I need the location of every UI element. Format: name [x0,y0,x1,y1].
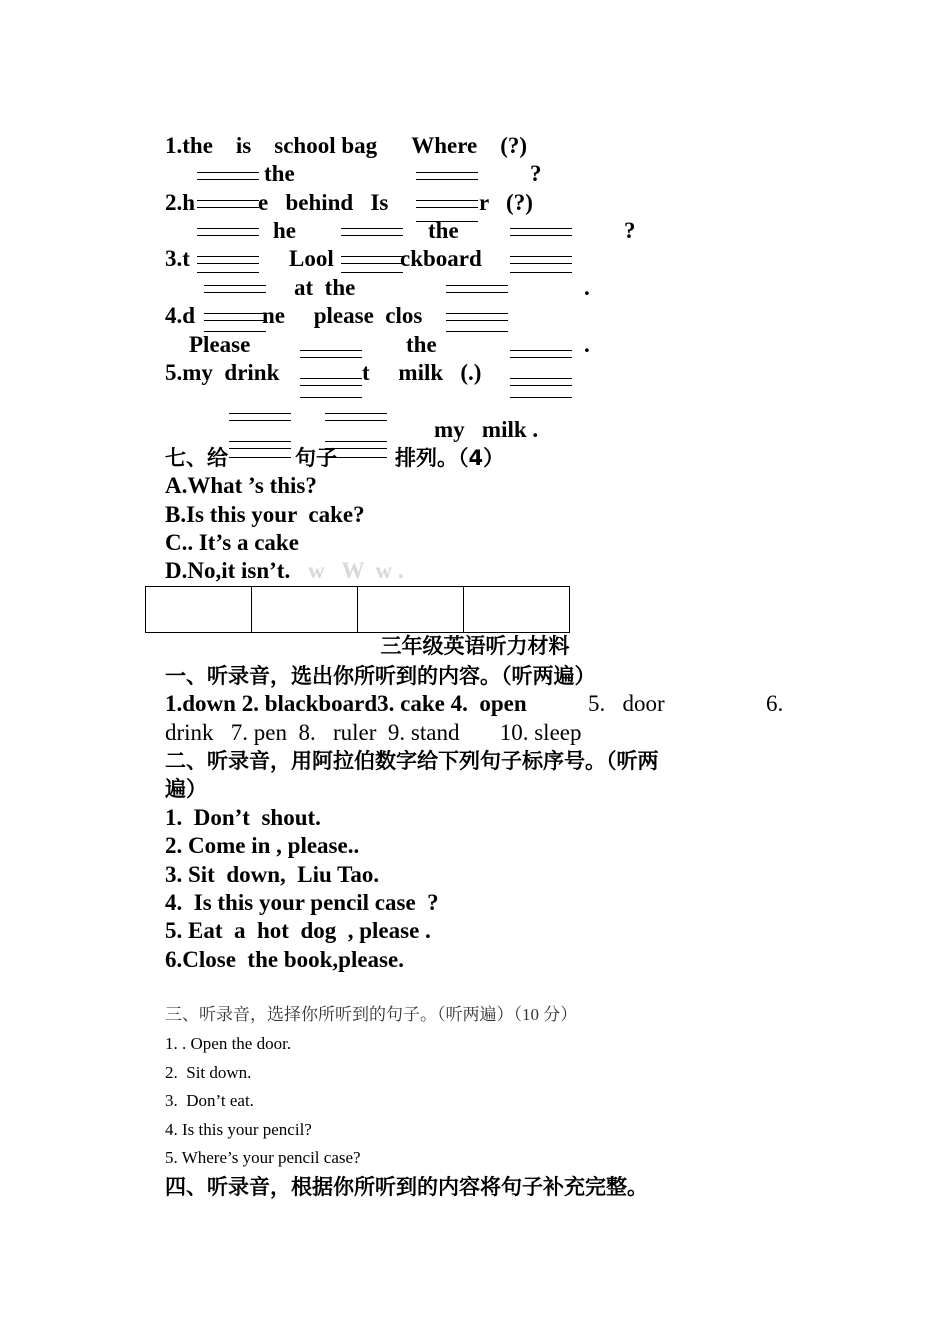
blank-line [446,331,508,332]
blank-line [300,350,362,358]
q5-words-a: 5.my drink [165,360,280,385]
part2-item-3: 3. Sit down, Liu Tao. [165,862,380,887]
part1-heading: 一、听录音，选出你所听到的内容。（听两遍） [165,664,596,688]
q1-answer-words: the [264,161,295,186]
q2-words-a: 2.h [165,190,196,215]
q3-words-b: Lool [289,246,334,271]
part2-item-1: 1. Don’t shout. [165,805,321,830]
q3-answer: at the [294,275,356,300]
q4-end-mark: . [584,332,590,357]
part2-item-4: 4. Is this your pencil case ? [165,890,439,915]
part1-line1-bold: 1.down 2. blackboard3. cake 4. open [165,691,527,716]
q3-words-c: ckboard [400,246,482,271]
part1-line1-normal: 5. door [588,691,665,716]
blank-line [446,313,508,321]
watermark-text: w W w . [308,558,404,583]
blank-line [416,221,478,222]
blank-line [300,378,362,386]
blank-line [510,256,572,264]
part3-item-2: 2. Sit down. [165,1063,252,1082]
part2-heading-a: 二、听录音，用阿拉伯数字给下列句子标序号。（听两 [165,749,659,773]
q2-answer-a: he [273,218,296,243]
blank-line [204,313,266,321]
part2-item-5: 5. Eat a hot dog , please . [165,918,431,943]
q2-words-b: e behind Is [258,190,389,215]
blank-line [229,457,291,458]
answer-cell[interactable] [358,587,464,633]
blank-line [197,200,259,208]
part3-item-3: 3. Don’t eat. [165,1091,254,1110]
q4-words-a: 4.d [165,303,196,328]
section7-item-b: B.Is this your cake? [165,502,365,527]
part2-item-6: 6.Close the book,please. [165,947,404,972]
blank-line [341,272,403,273]
blank-line [510,397,572,398]
blank-line [229,413,291,421]
answer-cell[interactable] [252,587,358,633]
q2-words-c: r (?) [479,190,533,215]
section7-heading-a: 七、给 [165,446,228,470]
section7-item-d: D.No,it isn’t. [165,558,291,583]
blank-line [510,378,572,386]
section7-item-c: C.. It’s a cake [165,530,299,555]
blank-line [197,228,259,236]
q1-words: 1.the is school bag Where (?) [165,133,528,158]
q5-answer: my milk . [434,417,539,442]
section7-item-a: A.What ’s this? [165,473,317,498]
part3-item-4: 4. Is this your pencil? [165,1120,312,1139]
q5-words-b: t milk (.) [362,360,482,385]
part1-line2: drink 7. pen 8. ruler 9. stand 10. sleep [165,720,582,745]
blank-line [325,413,387,421]
q2-end-mark: ? [624,218,636,243]
blank-line [446,285,508,293]
q2-answer-b: the [428,218,459,243]
q3-end-mark: . [584,275,590,300]
part3-heading: 三、听录音，选择你所听到的句子。（听两遍）（10 分） [165,1005,578,1024]
answer-cell[interactable] [146,587,252,633]
blank-line [341,256,403,264]
blank-line [197,256,259,264]
answer-cell[interactable] [464,587,570,633]
blank-line [197,172,259,180]
part3-item-1: 1. . Open the door. [165,1034,292,1053]
blank-line [197,272,259,273]
listening-title: 三年级英语听力材料 [380,634,570,658]
part2-heading-b: 遍） [165,777,207,801]
blank-line [510,350,572,358]
blank-line [229,441,291,449]
part1-line1-end: 6. [766,691,784,716]
answer-order-table [145,586,570,633]
blank-line [204,285,266,293]
section7-heading-c: 排列。（4） [395,446,505,470]
q3-words-a: 3.t [165,246,190,271]
q4-words-b: ne please clos [262,303,423,328]
part4-heading: 四、听录音，根据你所听到的内容将句子补充完整。 [165,1175,648,1199]
blank-line [341,228,403,236]
q1-end-mark: ? [530,161,542,186]
blank-line [510,272,572,273]
part3-item-5: 5. Where’s your pencil case? [165,1148,361,1167]
part2-item-2: 2. Come in , please.. [165,833,360,858]
section7-heading-b: 句子 [295,446,337,470]
blank-line [416,172,478,180]
blank-line [300,397,362,398]
q4-answer-a: Please [189,332,251,357]
blank-line [510,228,572,236]
q4-answer-b: the [406,332,437,357]
blank-line [204,331,266,332]
blank-line [416,200,478,208]
